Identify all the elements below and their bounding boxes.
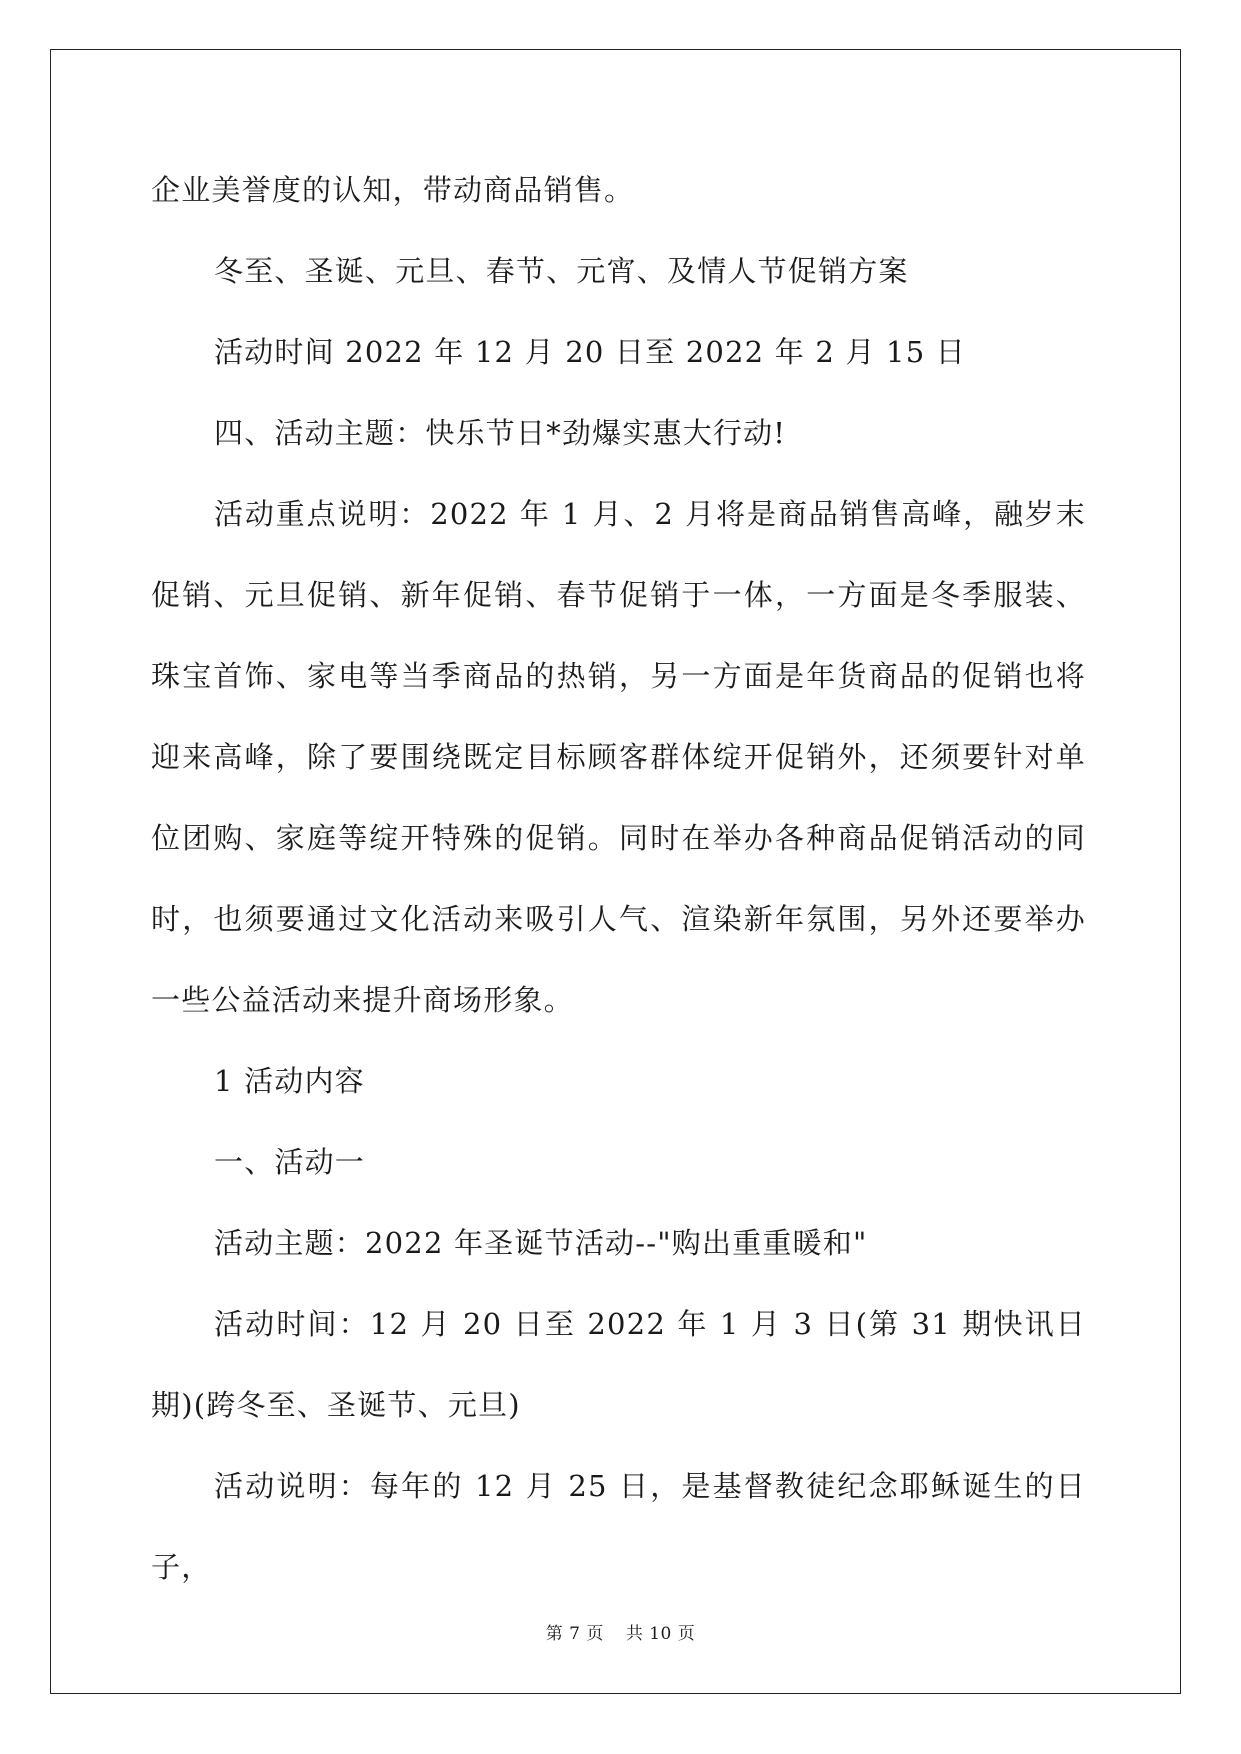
paragraph-2: 冬至、圣诞、元旦、春节、元宵、及情人节促销方案 — [214, 254, 909, 288]
document-body — [151, 150, 1086, 1608]
paragraph-10: 活动说明：每年的 12 月 25 日，是基督教徒纪念耶稣诞生的日子， — [151, 1469, 1086, 1584]
page-footer — [0, 1619, 1241, 1644]
page-number: 第 7 页 — [545, 1624, 604, 1644]
paragraph-8: 活动主题：2022 年圣诞节活动--"购出重重暖和" — [214, 1226, 868, 1260]
paragraph-1: 企业美誉度的认知，带动商品销售。 — [151, 173, 635, 207]
page-total: 共 10 页 — [625, 1624, 696, 1644]
paragraph-4: 四、活动主题：快乐节日*劲爆实惠大行动! — [214, 416, 787, 450]
paragraph-7: 一、活动一 — [214, 1145, 366, 1179]
paragraph-3: 活动时间 2022 年 12 月 20 日至 2022 年 2 月 15 日 — [214, 335, 966, 369]
paragraph-5: 活动重点说明：2022 年 1 月、2 月将是商品销售高峰，融岁末促销、元旦促销、新年促销、春节促销于一体，一方面是冬季服装、珠宝首饰、家电等当季商品的热销，另一方面是年货商品的促销也将迎来高峰，除了要围绕既定目标顾客群体绽开促销外，还须要针对单位团购、家庭等绽开特殊的促销。同时在举办各种商品促销活动的同时，也须要通过文化活动来吸引人气、渲染新年氛围，另外还要举办一些公益活动来提升商场形象。 — [151, 497, 1086, 1017]
paragraph-9: 活动时间：12 月 20 日至 2022 年 1 月 3 日(第 31 期快讯日期)(跨冬至、圣诞节、元旦) — [151, 1307, 1086, 1422]
paragraph-6: 1 活动内容 — [214, 1064, 365, 1098]
